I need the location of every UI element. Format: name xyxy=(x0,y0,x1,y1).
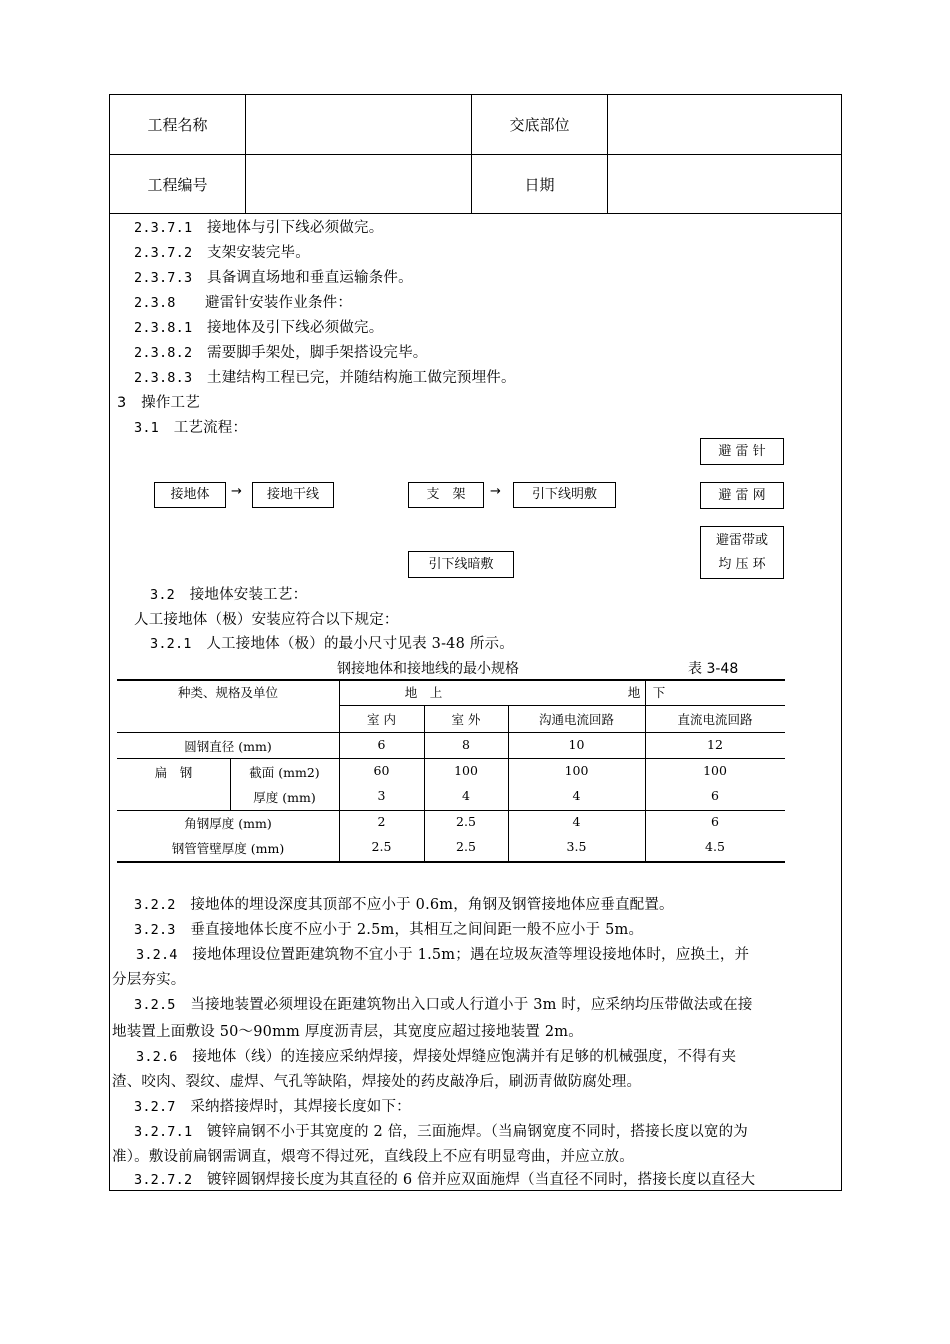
th-ac: 沟通电流回路 xyxy=(538,712,614,727)
arrow-icon: → xyxy=(490,484,501,499)
text-line: 3.2.7 采纳搭接焊时，其焊接长度如下： xyxy=(134,1099,411,1115)
cell: 4 xyxy=(462,788,470,803)
cell: 100 xyxy=(703,763,727,778)
th-type: 种类、规格及单位 xyxy=(177,685,278,700)
cell: 60 xyxy=(373,763,390,778)
text-line: 3.2.5 当接地装置必须埋设在距建筑物出入口或人行道小于 3m 时，应采纳均压带做法或在接 xyxy=(134,997,753,1013)
project-no-field[interactable] xyxy=(246,155,472,214)
row-label: 厚度 (mm) xyxy=(253,790,316,805)
row-label: 角钢厚度 (mm) xyxy=(184,816,272,831)
text-line: 3.2.7.2 镀锌圆钢焊接长度为其直径的 6 倍并应双面施焊（当直径不同时，搭接长度以直径大 xyxy=(134,1172,756,1188)
flow-downlead-concealed: 引下线暗敷 xyxy=(408,551,514,578)
th-outdoor: 室 外 xyxy=(451,712,481,727)
date-label: 日期 xyxy=(472,155,608,214)
text-line: 2.3.7.3 具备调直场地和垂直运输条件。 xyxy=(134,270,413,286)
cell: 8 xyxy=(462,737,470,752)
flow-downlead-exposed: 引下线明敷 xyxy=(513,482,616,508)
cell: 4 xyxy=(572,788,581,803)
text-line: 渣、咬肉、裂纹、虚焊、气孔等缺陷，焊接处的药皮敲净后，刷沥青做防腐处理。 xyxy=(112,1074,642,1090)
section-3-2-1: 3.2.1 人工接地体（极）的最小尺寸见表 3-48 所示。 xyxy=(150,636,514,652)
text-line: 3.2.3 垂直接地体长度不应小于 2.5m，其相互之间间距一般不应小于 5m。 xyxy=(134,922,644,938)
text-line: 2.3.8.2 需要脚手架处，脚手架搭设完毕。 xyxy=(134,345,428,361)
cell: 6 xyxy=(377,737,386,752)
section-3-2: 3.2 接地体安装工艺： xyxy=(150,587,308,603)
row-label: 截面 (mm2) xyxy=(249,765,320,780)
cell: 6 xyxy=(711,814,719,829)
flow-lightning-belt-line1: 避雷带或 xyxy=(715,532,768,548)
text-line: 3.2.2 接地体的埋设深度其顶部不应小于 0.6m，角钢及钢管接地体应垂直配置。 xyxy=(134,897,674,913)
cell: 4.5 xyxy=(705,839,725,854)
text-line: 分层夯实。 xyxy=(112,972,186,988)
row-label: 圆钢直径 (mm) xyxy=(184,739,272,754)
text-line: 3.2.4 接地体理设位置距建筑物不宜小于 1.5m；遇在垃圾灰渣等埋设接地体时，应换土，并 xyxy=(136,947,750,963)
flow-lightning-rod: 避 雷 针 xyxy=(700,438,784,465)
section-3-heading: 3 操作工艺 xyxy=(117,395,200,411)
cell: 10 xyxy=(568,737,585,752)
th-above: 地 上 xyxy=(404,685,443,700)
arrow-icon: → xyxy=(231,484,242,499)
project-name-field[interactable] xyxy=(246,95,472,155)
section-3-2-intro: 人工接地体（极）安装应符合以下规定： xyxy=(134,612,399,628)
cell: 2 xyxy=(377,814,386,829)
flow-lightning-belt xyxy=(700,526,784,579)
text-line: 3.2.7.1 镀锌扁钢不小于其宽度的 2 倍，三面施焊。（当扁钢宽度不同时，搭接长度以宽的为 xyxy=(134,1124,748,1140)
row-label: 钢管管壁厚度 (mm) xyxy=(171,841,285,856)
header-table xyxy=(110,95,841,214)
flow-bracket: 支 架 xyxy=(408,482,484,508)
cell: 2.5 xyxy=(456,839,476,854)
project-no-label: 工程编号 xyxy=(110,155,246,214)
cell: 2.5 xyxy=(456,814,476,829)
text-line: 2.3.8 避雷针安装作业条件： xyxy=(134,295,353,311)
location-field[interactable] xyxy=(608,95,841,155)
row-group-label: 扁 钢 xyxy=(154,765,193,780)
text-line: 2.3.7.1 接地体与引下线必须做完。 xyxy=(134,220,384,236)
th-indoor: 室 内 xyxy=(367,712,396,727)
flow-ground-body: 接地体 xyxy=(154,482,226,508)
text-line: 准）。敷设前扁钢需调直，煨弯不得过死，直线段上不应有明显弯曲，并应立放。 xyxy=(112,1149,634,1165)
table-title: 钢接地体和接地线的最小规格 xyxy=(337,661,519,677)
cell: 3.5 xyxy=(566,839,587,854)
cell: 2.5 xyxy=(371,839,392,854)
section-3-1: 3.1 工艺流程： xyxy=(134,420,248,436)
cell: 6 xyxy=(711,788,719,803)
th-below: 地 下 xyxy=(627,685,666,700)
table-number: 表 3-48 xyxy=(688,661,739,677)
cell: 3 xyxy=(377,788,386,803)
date-field[interactable] xyxy=(608,155,841,214)
cell: 100 xyxy=(454,763,478,778)
cell: 12 xyxy=(707,737,723,752)
text-line: 2.3.8.1 接地体及引下线必须做完。 xyxy=(134,320,384,336)
flow-lightning-net: 避 雷 网 xyxy=(700,482,784,509)
flow-lightning-belt-line2: 均 压 环 xyxy=(718,556,766,572)
text-line: 3.2.6 接地体（线）的连接应采纳焊接，焊接处焊缝应饱满并有足够的机械强度，不得有夹 xyxy=(136,1049,737,1065)
flow-ground-trunk: 接地干线 xyxy=(252,482,334,508)
text-line: 2.3.8.3 土建结构工程已完，并随结构施工做完预埋件。 xyxy=(134,370,516,386)
location-label: 交底部位 xyxy=(472,95,608,155)
text-line: 地装置上面敷设 50～90mm 厚度沥青层，其宽度应超过接地装置 2m。 xyxy=(112,1024,583,1040)
text-line: 2.3.7.2 支架安装完毕。 xyxy=(134,245,310,261)
th-dc: 直流电流回路 xyxy=(677,712,753,727)
cell: 100 xyxy=(564,763,589,778)
project-name-label: 工程名称 xyxy=(110,95,246,155)
cell: 4 xyxy=(572,814,581,829)
